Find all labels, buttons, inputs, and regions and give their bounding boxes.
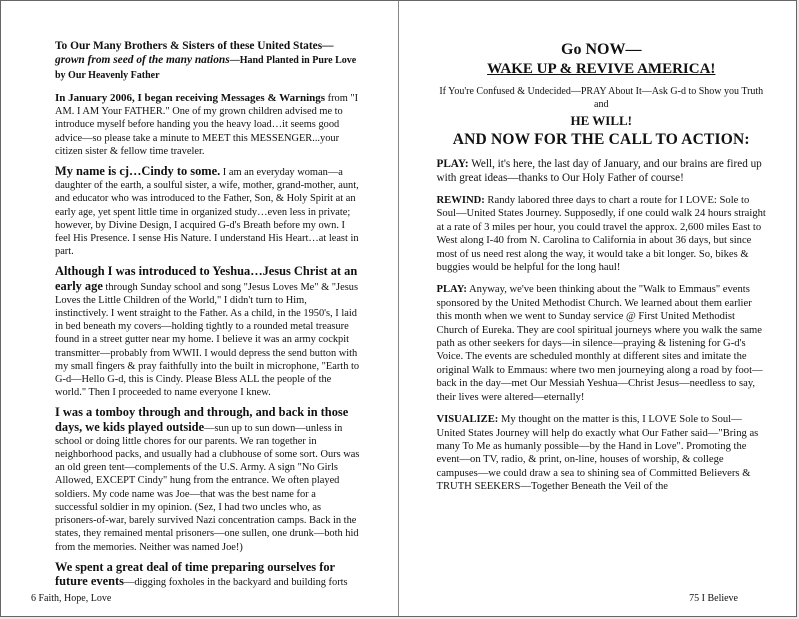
play-2-lead: PLAY: (436, 284, 467, 296)
visualize-lead: VISUALIZE: (436, 414, 499, 426)
intro-paragraph (55, 39, 360, 83)
wake-up-heading: WAKE UP & REVIVE AMERICA! (487, 61, 716, 77)
paragraph-future (55, 561, 360, 589)
play-1-body: Well, it's here, the last day of January, and our brains are fired up with great ideas—thanks to Our Holy Father of course! (436, 158, 762, 184)
play-paragraph-2 (437, 283, 766, 404)
left-page (1, 1, 399, 616)
paragraph-future-lead: We spent a great deal of time preparing ourselves for future events (55, 559, 335, 588)
intro-line-3: —Hand Planted in Pure Love by Our Heavenly Father (55, 55, 357, 81)
visualize-body: My thought on the matter is this, I LOVE Sole to Soul—United States Journey will help do exactly what Our Father said—"Bring as many To Me as humanly possible—by the Hand in Love". Promoting the event—on TV, radio, & print, on-line, houses of worship, & college campuses—we could draw a sea to shining sea of Committed Believers & TRUTH SEEKERS—Together Beneath the Veil of the (436, 414, 759, 493)
paragraph-tomboy (55, 406, 360, 553)
go-now-heading: Go NOW— (561, 41, 642, 58)
rewind-body: Randy labored three days to chart a route for I LOVE: Sole to Soul—United States Journey. Supposedly, if one could walk 24 hours straight at a rate of 3 miles per hour, you could travel the approx. 2,600 miles East to West along I-40 from N. Carolina to California in about 36 days, but since most of us need rest along the way, it would take a bit longer. So, bikes & buggies would be helpful for the long haul! (436, 195, 766, 274)
paragraph-january (55, 92, 360, 158)
paragraph-name (55, 165, 360, 258)
intro-line-2: grown from seed of the many nations (55, 54, 230, 66)
play-2-body: Anyway, we've been thinking about the "Walk to Emmaus" events sponsored by the United Methodist Church. We learned about them earlier this month when we went to Sunday service @ First United Methodist Church of Eureka. They are cool spiritual journeys where you walk the same path as other seekers for days—in silence—praying & listening for G-d's Voice. The events are scheduled monthly at different sites and imitate the original Walk to Emmaus: where two men journeying along a road by foot—back in the day—met Our Messiah Yeshua—Christ Jesus—needless to say, their lives were altered—eternally! (436, 284, 763, 403)
play-paragraph-1 (437, 157, 766, 185)
left-page-folio: 6 Faith, Hope, Love (31, 593, 112, 604)
paragraph-tomboy-body: —sun up to sun down—unless in school or doing little chores for our parents. We ran together in neighborhood packs, and usually had a clubhouse of some sort. Ours was an old green tent—complements of the U.S. Army. A sign "No Girls Allowed, EXCEPT Cindy" hung from the entrance. We often played soldiers. My code name was Joe—that was the best name for a successful soldier in my opinion. (Sez, I had two uncles who, as prisoners-of-war, barely survived Nazi concentration camps. Back in the states, they remained mental prisoners—one sullen, one drunk—both hid from the memories. Neither was named Joe!) (55, 422, 360, 553)
right-page-folio: 75 I Believe (689, 593, 738, 604)
visualize-paragraph (437, 413, 766, 493)
paragraph-yeshua (55, 265, 360, 399)
rewind-lead: REWIND: (436, 195, 485, 206)
paragraph-tomboy-lead: I was a tomboy through and through, and back in those days, we kids played outside (55, 405, 349, 434)
paragraph-future-body: —digging foxholes in the backyard and building forts (123, 576, 348, 588)
paragraph-yeshua-lead: Although I was introduced to Yeshua…Jesus Christ at an early age (55, 264, 358, 293)
paragraph-yeshua-body: through Sunday school and song "Jesus Loves Me" & "Jesus Loves the Little Children of the World," I didn't turn to Him, instinctively. I went straight to the Father. As a child, in the 1950's, I laid in bed beneath my covers—holding tightly to a rounded metal treasure found in a street gutter near my home. I believe it was an army cockpit transmitter—probably from WWII. I would depress the send button with my small fingers & pray faithfully into the built in microphone, "Earth to G-d—Hello G-d, this is Cindy. Please Bless ALL the people of the world." Then I proceeded to name everyone I knew. (55, 281, 360, 399)
confused-line: If You're Confused & Undecided—PRAY About It—Ask G-d to Show you Truth and (439, 86, 764, 110)
intro-line-1: To Our Many Brothers & Sisters of these United States— (55, 40, 334, 52)
right-page (399, 1, 796, 616)
rewind-paragraph (437, 194, 766, 274)
he-will-heading: HE WILL! (570, 113, 633, 128)
paragraph-name-body: I am an everyday woman—a daughter of the earth, a soulful sister, a wife, mother, grand-mother, aunt, and educator who was introduced to the Father, Son, & Holy Spirit at an early age, yet spent little time in organized study…even less in private; however, by Divine Design, I acquired G-d's Breath before my own. I feel His Presence. I sense His Nature. I understand His Heart…at least in part. (55, 167, 359, 258)
paragraph-january-body: from "I AM. I AM Your FATHER." One of my grown children advised me to introduce myself before handing you the heavy load…it seems good advice—so please take a minute to MEET this MESSENGER...your citizen sister & fellow time traveler. (55, 93, 359, 157)
play-1-lead: PLAY: (436, 158, 469, 170)
paragraph-name-lead: My name is cj…Cindy to some. (55, 164, 221, 179)
paragraph-january-lead: In January 2006, I began receiving Messages & Warnings (55, 92, 326, 104)
call-to-action-heading: AND NOW FOR THE CALL TO ACTION: (452, 131, 750, 148)
